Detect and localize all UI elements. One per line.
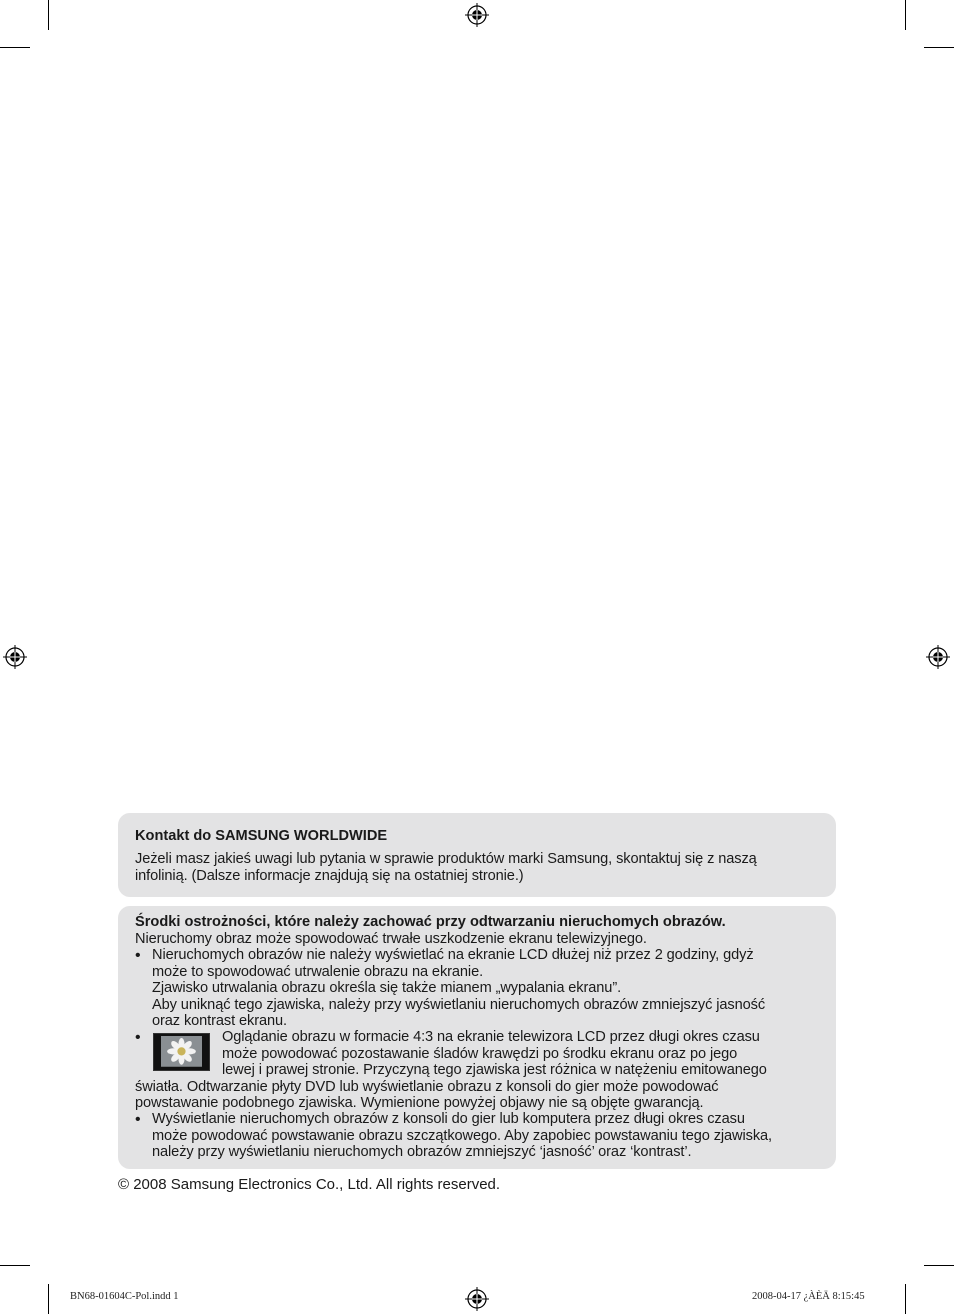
- crop-mark: [0, 1265, 30, 1266]
- bullet-line: może to spowodować utrwalenie obrazu na ekranie.: [152, 963, 484, 980]
- bullet-line: może powodować pozostawanie śladów krawędzi po środku ekranu oraz po jego: [222, 1045, 738, 1062]
- precautions-box: [118, 906, 836, 1169]
- footer-file-info: BN68-01604C-Pol.indd 1: [70, 1291, 179, 1302]
- bullet-symbol: •: [135, 947, 141, 965]
- bullet-line: światła. Odtwarzanie płyty DVD lub wyświetlanie obrazu z konsoli do gier może powodować: [135, 1078, 719, 1095]
- precautions-intro: Nieruchomy obraz może spowodować trwałe uszkodzenie ekranu telewizyjnego.: [135, 931, 647, 947]
- bullet-symbol: •: [135, 1111, 141, 1129]
- bullet-line: należy przy wyświetlaniu nieruchomych obrazów zmniejszyć ‘jasność’ oraz ‘kontrast’.: [152, 1144, 692, 1161]
- crop-mark: [0, 47, 30, 48]
- bullet-line: może powodować powstawanie obrazu szczątkowego. Aby zapobiec powstawaniu tego zjawiska,: [152, 1127, 772, 1144]
- contact-line: Jeżeli masz jakieś uwagi lub pytania w sprawie produktów marki Samsung, skontaktuj się z naszą: [135, 851, 757, 867]
- registration-mark-icon: [926, 645, 950, 669]
- crop-mark: [48, 0, 49, 30]
- bullet-line: oraz kontrast ekranu.: [152, 1013, 287, 1030]
- registration-mark-icon: [465, 3, 489, 27]
- registration-mark-icon: [465, 1287, 489, 1311]
- contact-body: [135, 851, 819, 885]
- contact-box: [118, 813, 836, 897]
- crop-mark: [905, 0, 906, 30]
- tv-screen-image: [153, 1033, 210, 1071]
- copyright-notice: © 2008 Samsung Electronics Co., Ltd. All rights reserved.: [118, 1176, 501, 1193]
- crop-mark: [924, 1265, 954, 1266]
- contact-title: Kontakt do SAMSUNG WORLDWIDE: [135, 828, 388, 844]
- bullet-line: Zjawisko utrwalania obrazu określa się także mianem „wypalania ekranu”.: [152, 980, 622, 997]
- bullet-line: Aby uniknąć tego zjawiska, należy przy wyświetlaniu nieruchomych obrazów zmniejszyć jasność: [152, 996, 766, 1013]
- bullet-line: powstawanie podobnego zjawiska. Wymienione powyżej objawy nie są objęte gwarancją.: [135, 1095, 704, 1112]
- bullet-line: lewej i prawej stronie. Przyczyną tego zjawiska jest różnica w natężeniu emitowanego: [222, 1062, 767, 1079]
- contact-line: infolinią. (Dalsze informacje znajdują się na ostatniej stronie.): [135, 868, 524, 884]
- precautions-title: Środki ostrożności, które należy zachować przy odtwarzaniu nieruchomych obrazów.: [135, 914, 726, 930]
- crop-mark: [48, 1284, 49, 1314]
- bullet-line: Nieruchomych obrazów nie należy wyświetlać na ekranie LCD dłużej niż przez 2 godziny, gdyż: [152, 947, 754, 964]
- bullet-item: [135, 947, 826, 1029]
- bullet-item: [135, 1111, 826, 1160]
- bullet-line: Oglądanie obrazu w formacie 4:3 na ekranie telewizora LCD przez długi okres czasu: [222, 1029, 760, 1046]
- bullet-symbol: •: [135, 1029, 141, 1047]
- registration-mark-icon: [3, 645, 27, 669]
- footer-timestamp: 2008-04-17 ¿ÀÈÄ 8:15:45: [752, 1291, 865, 1302]
- crop-mark: [905, 1284, 906, 1314]
- flower-icon: [161, 1036, 202, 1067]
- crop-mark: [924, 47, 954, 48]
- bullet-line: Wyświetlanie nieruchomych obrazów z konsoli do gier lub komputera przez długi okres czasu: [152, 1111, 745, 1128]
- bullet-item-with-image: [135, 1029, 826, 1111]
